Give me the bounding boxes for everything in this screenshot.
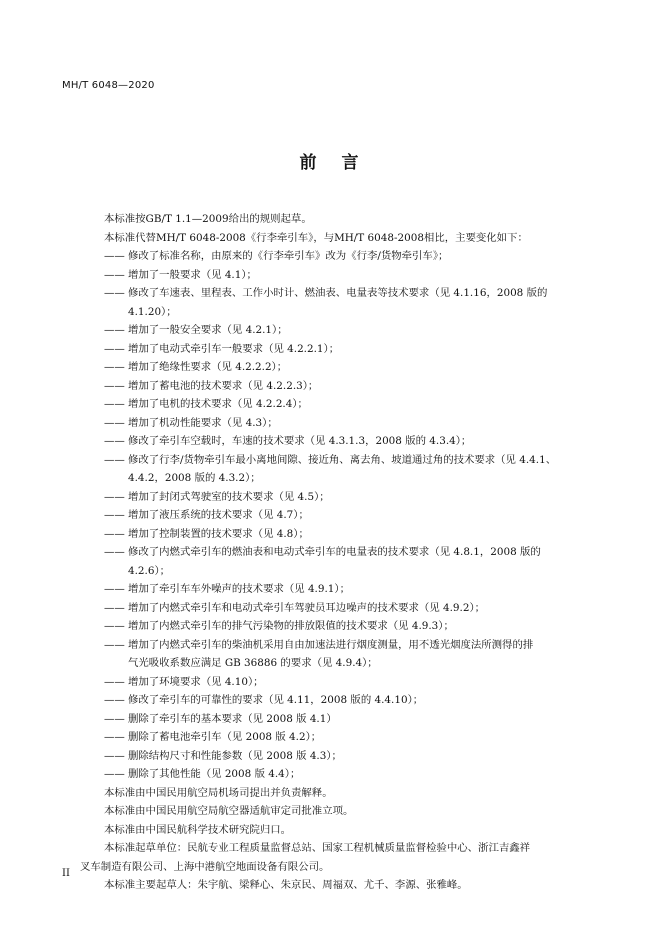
- change-text: 增加了绝缘性要求（见 4.2.2.2）；: [128, 361, 288, 373]
- change-item: [104, 506, 604, 525]
- list-dash: ——: [104, 620, 125, 632]
- closing-paragraph-line: 本标准主要起草人：朱宇航、梁释心、朱京民、周福双、尤千、李源、张雅峰。: [104, 879, 468, 891]
- list-dash: ——: [104, 361, 125, 373]
- change-text: 删除了蓄电池牵引车（见 2008 版 4.2）；: [128, 731, 322, 743]
- change-item: [104, 710, 604, 729]
- change-list: [104, 247, 604, 784]
- closing-paragraph-line: 本标准由中国民用航空局机场司提出并负责解释。: [104, 786, 333, 799]
- change-item: [104, 599, 604, 618]
- change-text: 4.4.2，2008 版的 4.3.2）；: [128, 472, 261, 484]
- list-dash: ——: [104, 416, 125, 429]
- closing-paragraph-line: 本标准由中国民航科学技术研究院归口。: [104, 823, 292, 836]
- page-title: 前 言: [299, 153, 363, 173]
- change-item: [104, 340, 604, 359]
- change-text: 修改了标准名称，由原来的《行李牵引车》改为《行李/货物牵引车》；: [128, 250, 449, 262]
- standard-code: MH/T 6048—2020: [62, 80, 155, 91]
- change-item: [104, 451, 604, 488]
- change-item: [104, 728, 604, 747]
- change-text: 删除结构尺寸和性能参数（见 2008 版 4.3）；: [128, 749, 342, 762]
- change-item: [104, 673, 604, 692]
- change-item: [104, 358, 604, 377]
- list-dash: ——: [104, 546, 125, 558]
- change-text: 删除了其他性能（见 2008 版 4.4）；: [128, 768, 301, 780]
- change-text: 增加了液压系统的技术要求（见 4.7）；: [128, 509, 309, 521]
- list-dash: ——: [104, 250, 125, 262]
- intro-line: 本标准按GB/T 1.1—2009给出的规则起草。: [104, 213, 312, 225]
- list-dash: ——: [104, 287, 125, 299]
- change-text: 增加了蓄电池的技术要求（见 4.2.2.3）；: [128, 379, 319, 392]
- closing-paragraph-line: 本标准起草单位：民航专业工程质量监督总站、国家工程机械质量监督检验中心、浙江吉鑫祥: [104, 842, 531, 854]
- closing-paragraph-line: 本标准由中国民用航空局航空器适航审定司批准立项。: [104, 805, 354, 817]
- change-item: [104, 580, 604, 599]
- change-text: 增加了内燃式牵引车的柴油机采用自由加速法进行烟度测量，用不透光烟度法所测得的排: [128, 638, 534, 651]
- list-dash: ——: [104, 435, 125, 447]
- list-dash: ——: [104, 453, 125, 466]
- list-dash: ——: [104, 675, 125, 688]
- change-item: [104, 377, 604, 396]
- list-dash: ——: [104, 509, 125, 521]
- change-item: [104, 543, 604, 580]
- change-item: [104, 617, 604, 636]
- change-item: [104, 525, 604, 544]
- change-text: 4.1.20）；: [128, 305, 177, 318]
- list-dash: ——: [104, 601, 125, 614]
- list-dash: ——: [104, 324, 125, 336]
- change-text: 增加了机动性能要求（见 4.3）；: [128, 416, 278, 429]
- list-dash: ——: [104, 342, 125, 355]
- change-text: 气光吸收系数应满足 GB 36886 的要求（见 4.9.4）；: [128, 657, 378, 669]
- change-text: 修改了行李/货物牵引车最小离地间隙、接近角、离去角、坡道通过角的技术要求（见 4.4.1、: [128, 453, 557, 466]
- change-text: 修改了牵引车的可靠性的要求（见 4.11，2008 版的 4.4.10）；: [128, 694, 424, 706]
- change-text: 增加了一般要求（见 4.1）；: [128, 268, 257, 281]
- change-item: [104, 636, 604, 673]
- change-text: 增加了封闭式驾驶室的技术要求（见 4.5）；: [128, 490, 330, 503]
- change-text: 增加了牵引车车外噪声的技术要求（见 4.9.1）；: [128, 583, 350, 595]
- change-item: [104, 747, 604, 766]
- change-text: 增加了控制装置的技术要求（见 4.8）；: [128, 527, 309, 540]
- list-dash: ——: [104, 398, 125, 410]
- change-item: [104, 247, 604, 266]
- change-text: 增加了内燃式牵引车的排气污染物的排放限值的技术要求（见 4.9.3）；: [128, 620, 454, 632]
- list-dash: ——: [104, 638, 125, 651]
- list-dash: ——: [104, 731, 125, 743]
- change-text: 修改了牵引车空载时，车速的技术要求（见 4.3.1.3，2008 版的 4.3.4）；: [128, 435, 472, 447]
- list-dash: ——: [104, 694, 125, 706]
- change-text: 增加了电动式牵引车一般要求（见 4.2.2.1）；: [128, 342, 340, 355]
- change-text: 增加了环境要求（见 4.10）；: [128, 675, 264, 688]
- list-dash: ——: [104, 379, 125, 392]
- change-text: 修改了车速表、里程表、工作小时计、燃油表、电量表等技术要求（见 4.1.16，2008 版的: [128, 287, 548, 299]
- change-text: 增加了电机的技术要求（见 4.2.2.4）；: [128, 398, 308, 410]
- change-item: [104, 284, 604, 321]
- change-text: 增加了内燃式牵引车和电动式牵引车驾驶员耳边噪声的技术要求（见 4.9.2）；: [128, 601, 486, 614]
- list-dash: ——: [104, 583, 125, 595]
- list-dash: ——: [104, 268, 125, 281]
- closing-paragraph-line: 叉车制造有限公司、上海中港航空地面设备有限公司。: [80, 860, 330, 873]
- foreword-body: [80, 210, 604, 895]
- change-item: [104, 395, 604, 414]
- change-item: [104, 414, 604, 433]
- list-dash: ——: [104, 768, 125, 780]
- change-item: [104, 321, 604, 340]
- change-item: [104, 765, 604, 784]
- change-text: 删除了牵引车的基本要求（见 2008 版 4.1）: [128, 712, 337, 725]
- change-item: [104, 266, 604, 285]
- change-text: 修改了内燃式牵引车的燃油表和电动式牵引车的电量表的技术要求（见 4.8.1，2008 版的: [128, 546, 541, 558]
- closing-paragraphs: [80, 784, 604, 895]
- change-text: 4.2.6）；: [128, 564, 171, 577]
- change-item: [104, 488, 604, 507]
- intro-line: 本标准代替MH/T 6048-2008《行李牵引车》，与MH/T 6048-2008相比，主要变化如下：: [104, 231, 528, 244]
- page-number: II: [62, 868, 70, 879]
- change-item: [104, 691, 604, 710]
- list-dash: ——: [104, 712, 125, 725]
- list-dash: ——: [104, 527, 125, 540]
- change-text: 增加了一般安全要求（见 4.2.1）；: [128, 324, 288, 336]
- change-item: [104, 432, 604, 451]
- list-dash: ——: [104, 749, 125, 762]
- list-dash: ——: [104, 490, 125, 503]
